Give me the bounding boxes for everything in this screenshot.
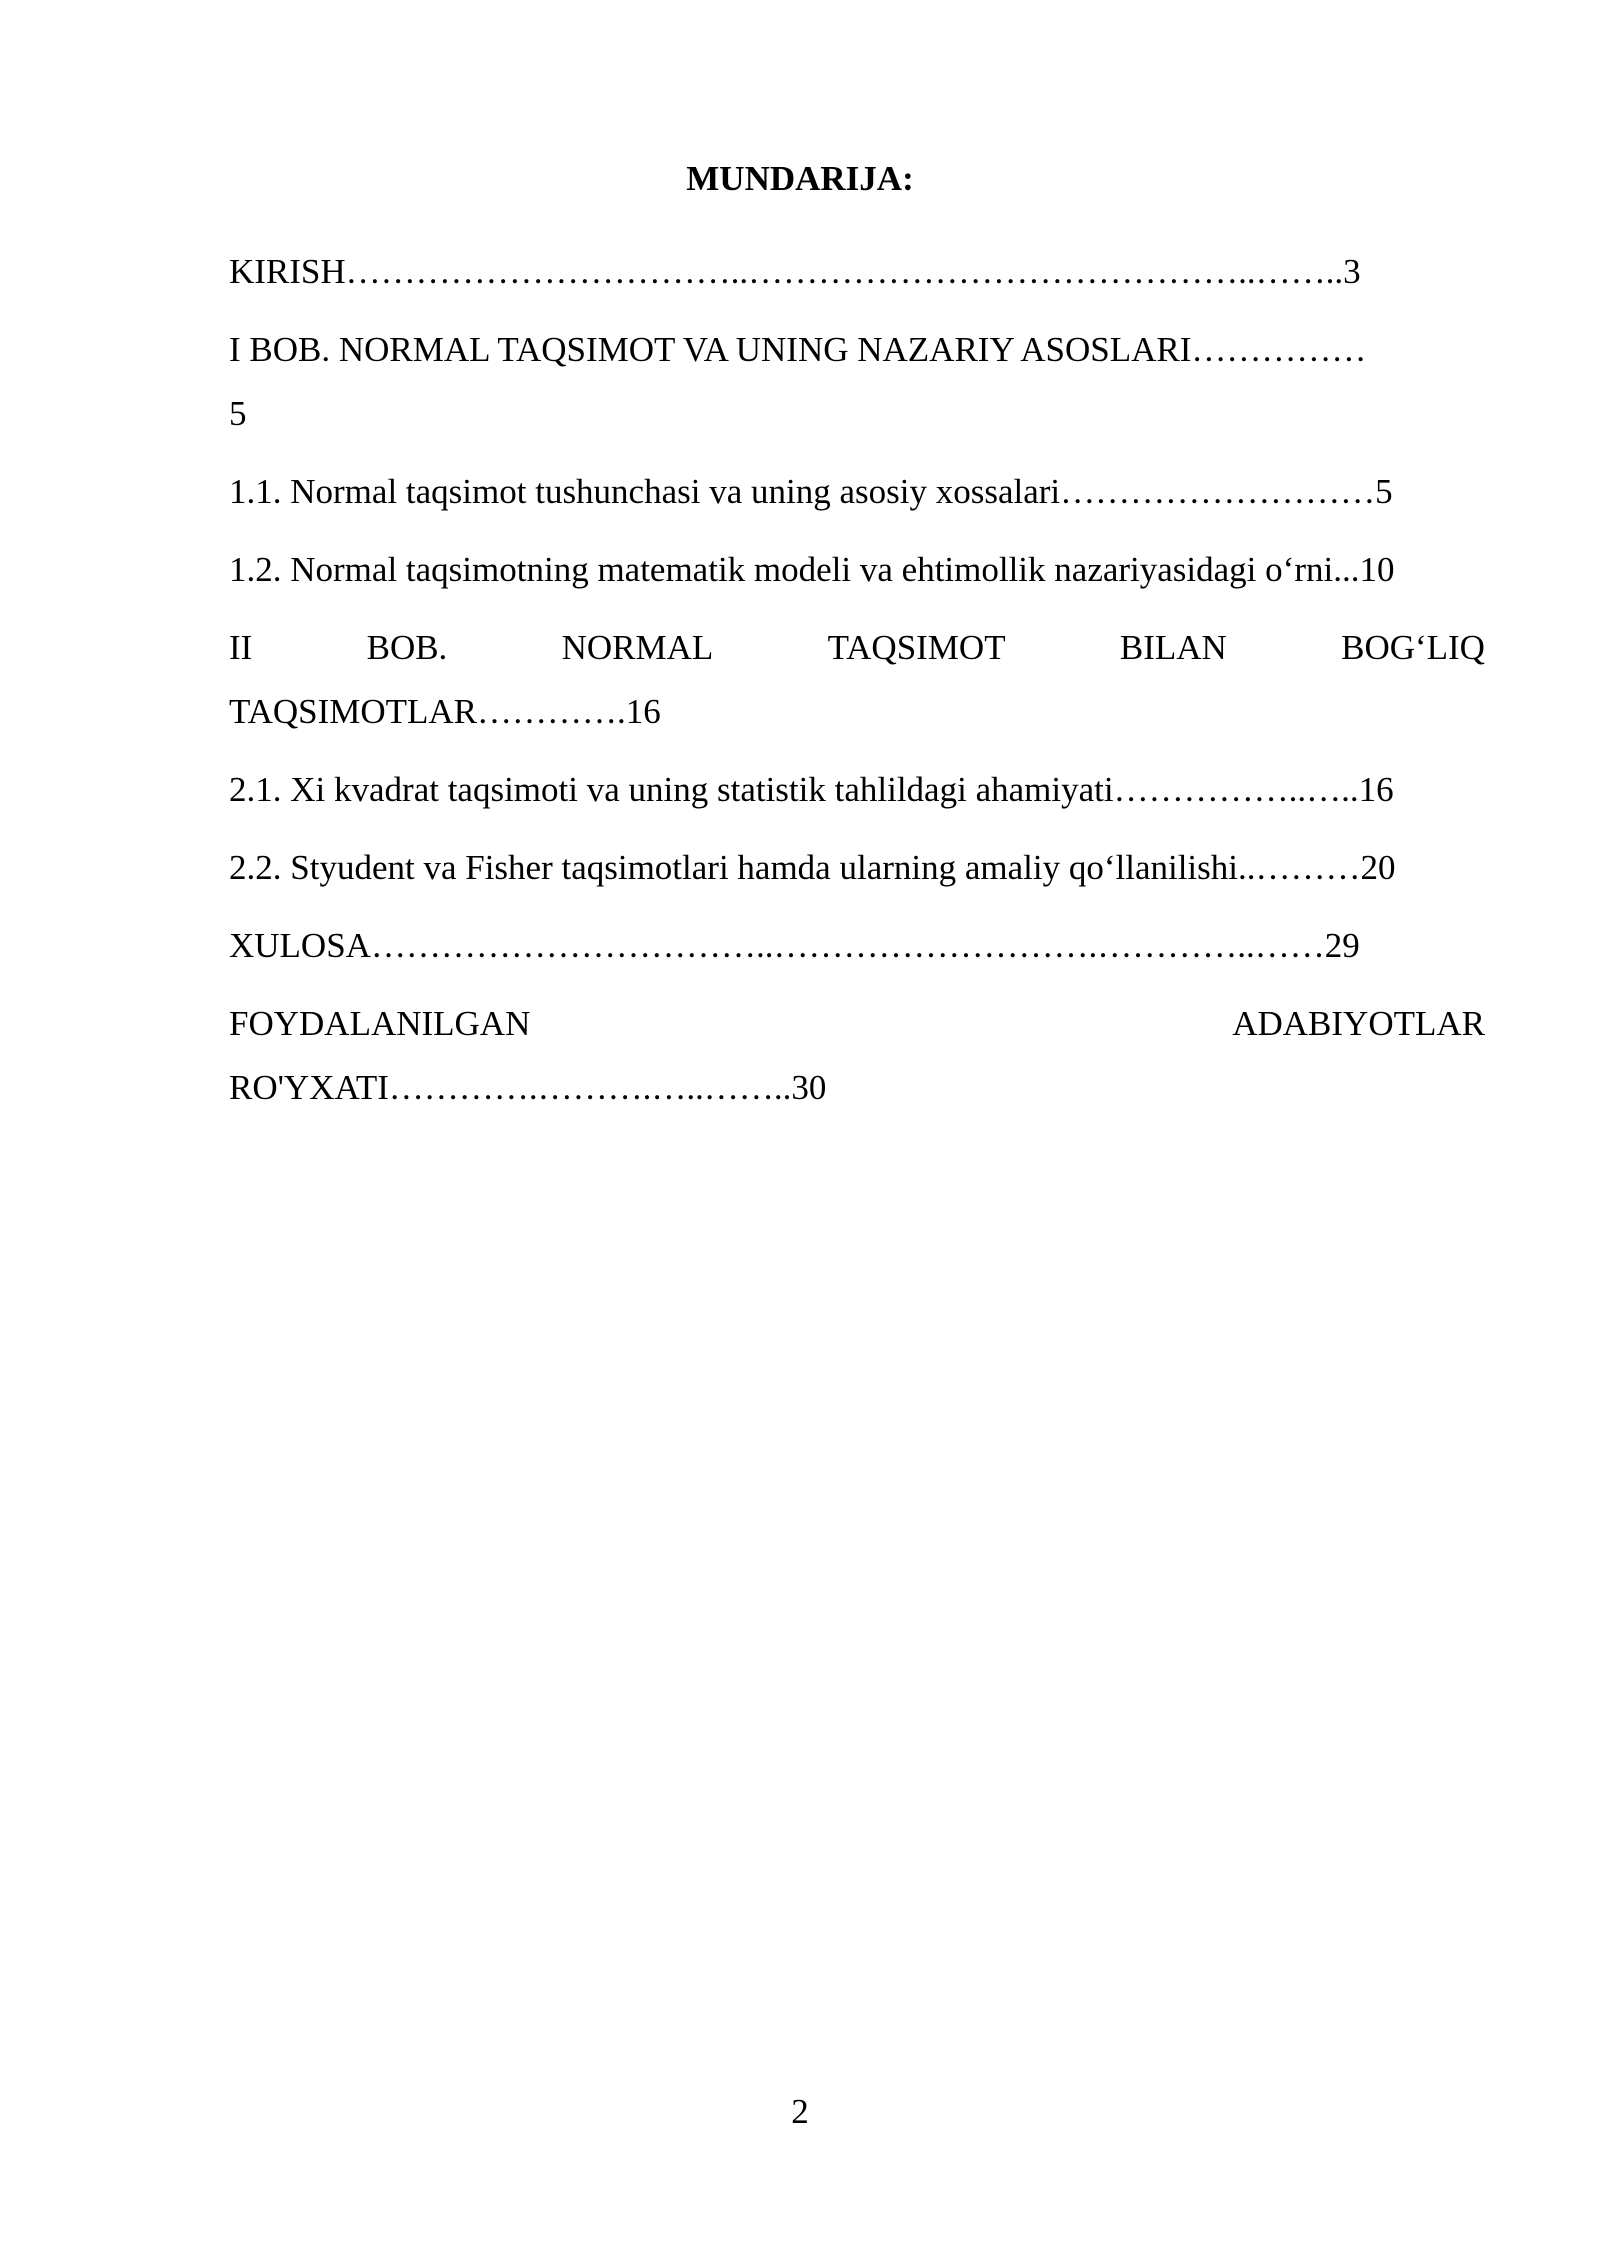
toc-word: II xyxy=(229,628,253,667)
toc-entry-references-page[interactable]: RO'YXATI………….……….…..……..30 xyxy=(229,1068,827,1107)
toc-entry-section-2-1[interactable]: 2.1. Xi kvadrat taqsimoti va uning statistik tahlildagi ahamiyati……………..…..16 xyxy=(229,770,1394,809)
toc-entry-chapter-1-page[interactable]: 5 xyxy=(229,394,247,433)
toc-word: FOYDALANILGAN xyxy=(229,1004,531,1043)
toc-entry-section-2-2[interactable]: 2.2. Styudent va Fisher taqsimotlari hamda ularning amaliy qo‘llanilishi..………20 xyxy=(229,848,1396,887)
toc-entry-kirish[interactable]: KIRISH……………………………..……………………………………..……..3 xyxy=(229,252,1361,291)
toc-entry-chapter-1-title[interactable]: I BOB. NORMAL TAQSIMOT VA UNING NAZARIY ASOSLARI…………… xyxy=(229,330,1367,369)
toc-entry-section-1-1[interactable]: 1.1. Normal taqsimot tushunchasi va uning asosiy xossalari………………………5 xyxy=(229,472,1393,511)
toc-entry-section-1-2[interactable]: 1.2. Normal taqsimotning matematik modeli va ehtimollik nazariyasidagi o‘rni...10 xyxy=(229,550,1395,589)
toc-word: BOB. xyxy=(366,628,448,667)
toc-entry-chapter-2-title[interactable] xyxy=(229,616,1485,680)
toc-word: BOG‘LIQ xyxy=(1341,628,1485,667)
page-number: 2 xyxy=(791,2092,809,2131)
toc-entry-references-title[interactable] xyxy=(229,992,1485,1056)
toc-entry-xulosa[interactable]: XULOSA……………………………..……………………….…………..……29 xyxy=(229,926,1360,965)
toc-word: NORMAL xyxy=(561,628,714,667)
table-of-contents xyxy=(229,240,1485,1120)
toc-word: BILAN xyxy=(1119,628,1227,667)
toc-word: TAQSIMOT xyxy=(827,628,1006,667)
toc-word: ADABIYOTLAR xyxy=(1232,1004,1485,1043)
toc-title: MUNDARIJA: xyxy=(686,159,914,198)
toc-entry-chapter-2-page[interactable]: TAQSIMOTLAR………….16 xyxy=(229,692,661,731)
